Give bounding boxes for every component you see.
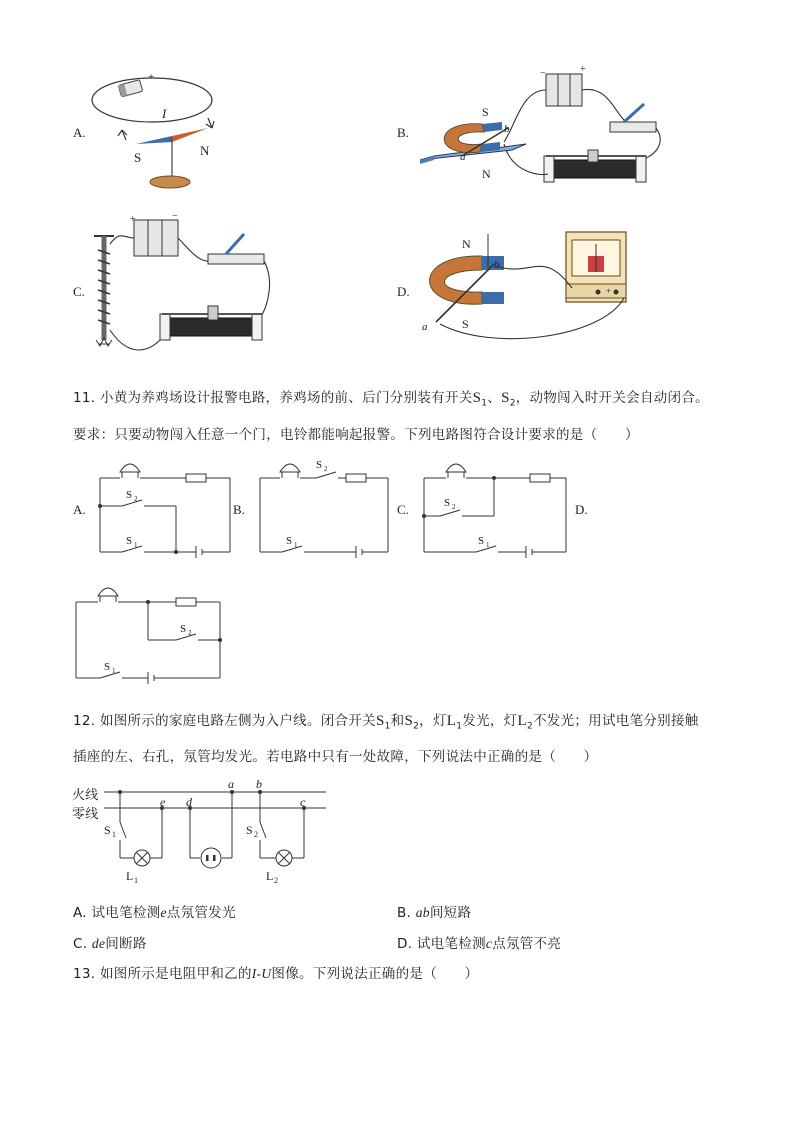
q10-figure-b [412, 64, 672, 194]
svg-text:a: a [422, 321, 428, 333]
svg-text:S: S [180, 623, 187, 635]
q12-option-c[interactable]: C. de间断路 [73, 936, 147, 952]
q11-circuit-c [420, 456, 570, 556]
svg-text:1: 1 [294, 541, 298, 549]
q10-figure-a [90, 60, 230, 195]
svg-text:S: S [246, 823, 253, 837]
svg-text:+: + [580, 64, 586, 75]
svg-text:a: a [460, 151, 466, 163]
svg-text:S: S [478, 535, 485, 547]
neutral-wire-label: 零线 [72, 807, 99, 822]
svg-text:a: a [228, 777, 234, 791]
option-b-label: B. [397, 125, 409, 140]
svg-text:S: S [316, 459, 323, 471]
svg-text:b: b [256, 777, 262, 791]
svg-text:L: L [266, 869, 274, 883]
svg-text:1: 1 [134, 541, 138, 549]
q11-option-b-label: B. [233, 502, 245, 517]
svg-text:2: 2 [324, 465, 328, 473]
q11-option-d-label: D. [575, 502, 588, 517]
svg-text:1: 1 [134, 876, 138, 885]
svg-text:S: S [104, 661, 111, 673]
svg-text:2: 2 [274, 876, 278, 885]
svg-text:S: S [126, 535, 133, 547]
q12-line2: 插座的左、右孔，氖管均发光。若电路中只有一处故障，下列说法中正确的是（ ） [73, 749, 598, 765]
svg-text:e: e [160, 795, 166, 809]
svg-text:L: L [126, 869, 134, 883]
q11-circuit-b [256, 456, 396, 556]
option-d-label: D. [397, 284, 410, 299]
svg-text:2: 2 [188, 629, 192, 637]
svg-text:S: S [444, 497, 451, 509]
q12-option-d[interactable]: D. 试电笔检测c点氖管不亮 [397, 936, 562, 952]
q12-line1: 12. 如图所示的家庭电路左侧为入户线。闭合开关$S_1$和$S_2$，灯$L_1$发光，灯$L_2$不发光；用试电笔分别接触 [73, 713, 699, 732]
svg-text:+: + [148, 71, 155, 83]
svg-text:2: 2 [452, 503, 456, 511]
svg-text:2: 2 [254, 830, 258, 839]
svg-text:S: S [126, 489, 133, 501]
svg-text:b: b [504, 123, 510, 135]
q11-line1: 11. 小黄为养鸡场设计报警电路，养鸡场的前、后门分别装有开关$S_1$、$S_2$，动物闯入时开关会自动闭合。 [73, 390, 709, 409]
svg-text:S: S [104, 823, 111, 837]
option-c-label: C. [73, 284, 85, 299]
svg-text:d: d [186, 795, 192, 809]
svg-text:1: 1 [112, 667, 116, 675]
svg-text:−: − [172, 211, 178, 222]
household-circuit-figure [100, 776, 340, 886]
q11-line2: 要求：只要动物闯入任意一个门，电铃都能响起报警。下列电路图符合设计要求的是（ ） [73, 427, 639, 443]
live-wire-label: 火线 [72, 788, 99, 803]
q13-line1: 13. 如图所示是电阻甲和乙的I-U图像。下列说法正确的是（ ） [73, 966, 479, 982]
q11-option-a-label: A. [73, 502, 86, 517]
svg-text:1: 1 [486, 541, 490, 549]
svg-text:b: b [494, 259, 500, 271]
svg-text:S: S [286, 535, 293, 547]
q12-option-b[interactable]: B. ab间短路 [397, 905, 472, 921]
svg-text:S: S [482, 105, 489, 119]
svg-text:+: + [606, 286, 612, 296]
q10-figure-d [412, 228, 642, 348]
svg-text:I: I [162, 106, 167, 121]
svg-text:−: − [540, 68, 546, 79]
q11-option-c-label: C. [397, 502, 409, 517]
svg-text:1: 1 [112, 830, 116, 839]
svg-text:N: N [462, 237, 471, 251]
svg-text:+: + [130, 214, 136, 225]
svg-text:N: N [482, 167, 491, 181]
option-a-label: A. [73, 125, 86, 140]
svg-text:2: 2 [134, 495, 138, 503]
svg-text:N: N [200, 143, 210, 158]
svg-text:S: S [462, 317, 469, 331]
svg-text:S: S [134, 150, 142, 165]
svg-text:c: c [300, 795, 306, 809]
q11-circuit-a [96, 456, 236, 556]
q11-circuit-d [72, 580, 232, 690]
q12-option-a[interactable]: A. 试电笔检测e点氖管发光 [73, 905, 236, 921]
q10-figure-c [90, 210, 280, 360]
